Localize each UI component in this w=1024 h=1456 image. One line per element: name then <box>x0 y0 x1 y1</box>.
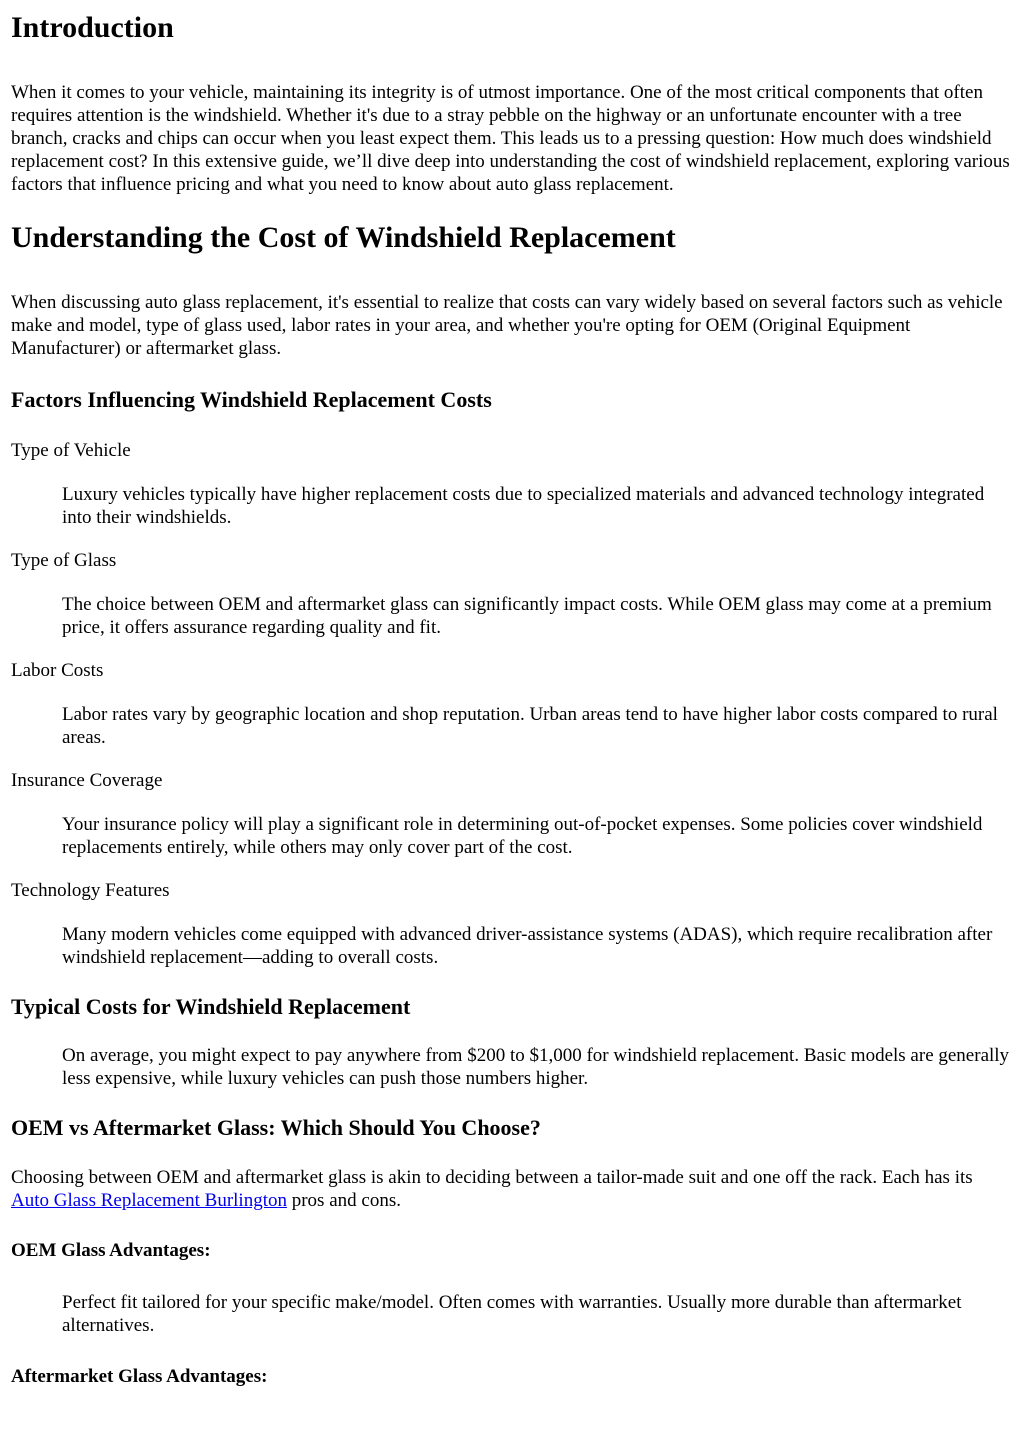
typical-costs-desc: On average, you might expect to pay anywhere from $200 to $1,000 for windshield replacement. Basic models are generally less expensive, while luxury vehicles can push those numbers higher. <box>62 1045 1010 1089</box>
factors-heading: Factors Influencing Windshield Replacement Costs <box>11 387 492 412</box>
oem-vs-text-before: Choosing between OEM and aftermarket glass is akin to deciding between a tailor-made suit and one off the rack. Each has its <box>11 1167 973 1188</box>
oem-advantages-desc: Perfect fit tailored for your specific make/model. Often comes with warranties. Usually more durable than aftermarket alternatives. <box>62 1292 962 1336</box>
typical-costs-heading: Typical Costs for Windshield Replacement <box>11 994 411 1019</box>
factor-term-insurance: Insurance Coverage <box>11 770 163 791</box>
article <box>0 10 1024 1388</box>
factors-list <box>11 439 1013 969</box>
oem-advantages-list <box>11 1291 1013 1337</box>
factor-desc-technology: Many modern vehicles come equipped with advanced driver-assistance systems (ADAS), which require recalibration after windshield replacement—adding to overall costs. <box>62 924 993 968</box>
understanding-heading: Understanding the Cost of Windshield Replacement <box>11 221 676 254</box>
factor-term-technology: Technology Features <box>11 880 170 901</box>
typical-costs-list <box>11 1044 1013 1090</box>
factor-term-vehicle: Type of Vehicle <box>11 440 131 461</box>
auto-glass-replacement-burlington-link[interactable]: Auto Glass Replacement Burlington <box>11 1190 287 1211</box>
factor-term-labor: Labor Costs <box>11 660 104 681</box>
oem-vs-aftermarket-heading: OEM vs Aftermarket Glass: Which Should You Choose? <box>11 1115 541 1140</box>
factor-desc-labor: Labor rates vary by geographic location and shop reputation. Urban areas tend to have higher labor costs compared to rural areas. <box>62 704 998 748</box>
factor-term-glass: Type of Glass <box>11 550 117 571</box>
oem-vs-aftermarket-paragraph <box>11 1166 1013 1212</box>
intro-paragraph: When it comes to your vehicle, maintaining its integrity is of utmost importance. One of the most critical components that often requires attention is the windshield. Whether it's due to a stray pebble on the highway or an unfortunate encounter with a tree branch, cracks and chips can occur when you least expect them. This leads us to a pressing question: How much does windshield replacement cost? In this extensive guide, we’ll dive deep into understanding the cost of windshield replacement, exploring various factors that influence pricing and what you need to know about auto glass replacement. <box>11 82 1010 195</box>
intro-heading: Introduction <box>11 11 174 44</box>
factor-desc-vehicle: Luxury vehicles typically have higher replacement costs due to specialized materials and advanced technology integrated into their windshields. <box>62 484 985 528</box>
factor-desc-glass: The choice between OEM and aftermarket glass can significantly impact costs. While OEM glass may come at a premium price, it offers assurance regarding quality and fit. <box>62 594 992 638</box>
understanding-paragraph: When discussing auto glass replacement, it's essential to realize that costs can vary widely based on several factors such as vehicle make and model, type of glass used, labor rates in your area, and whether you're opting for OEM (Original Equipment Manufacturer) or aftermarket glass. <box>11 292 1003 359</box>
oem-advantages-heading: OEM Glass Advantages: <box>11 1240 211 1261</box>
aftermarket-advantages-heading: Aftermarket Glass Advantages: <box>11 1366 268 1387</box>
oem-vs-text-after: pros and cons. <box>286 1190 401 1211</box>
factor-desc-insurance: Your insurance policy will play a significant role in determining out-of-pocket expenses. Some policies cover windshield replacements entirely, while others may only cover part of the cost. <box>62 814 983 858</box>
